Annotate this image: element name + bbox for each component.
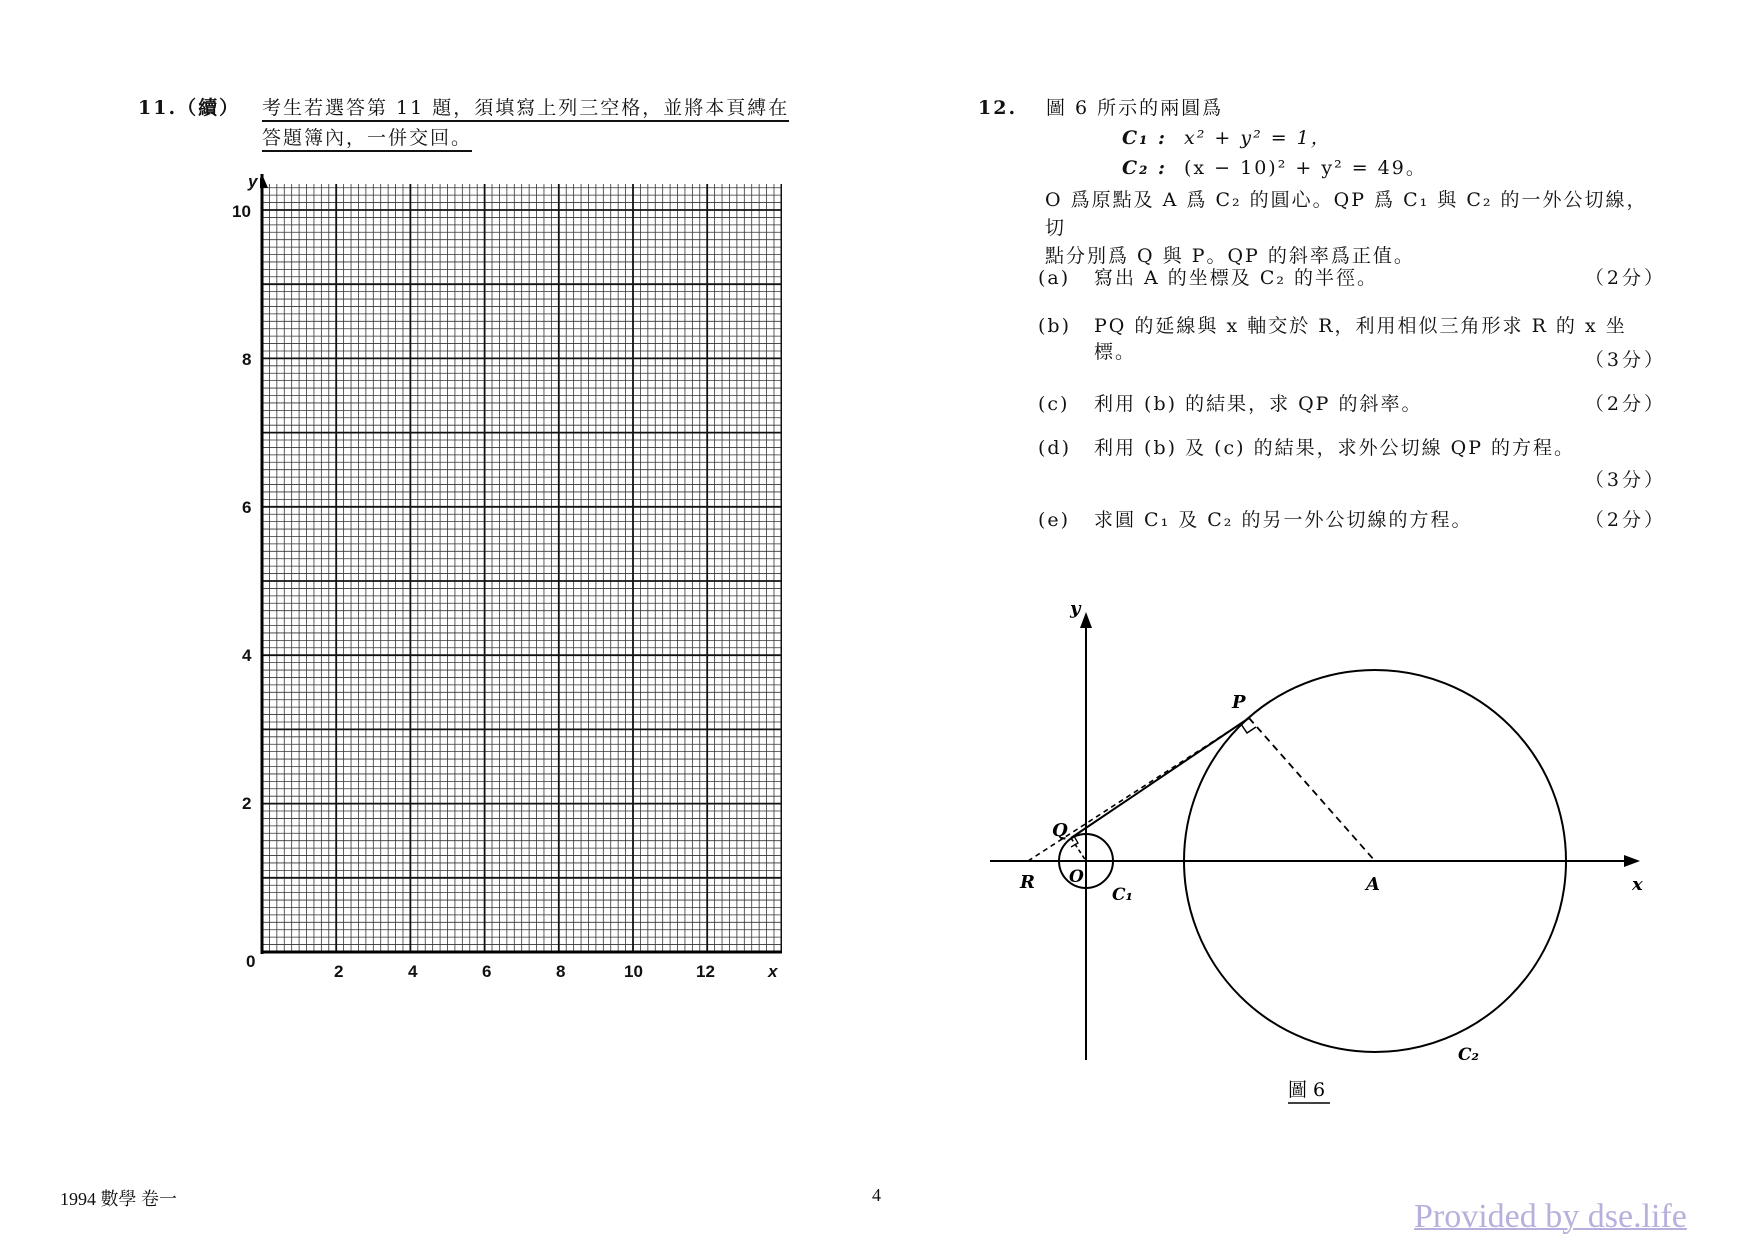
q12-part-a: (a) 寫出 A 的坐標及 C₂ 的半徑。 （2分） xyxy=(1038,267,1666,289)
grid-x-tick: 12 xyxy=(696,962,715,981)
q11-instruction-line1: 考生若選答第 11 題，須填寫上列三空格，並將本頁縛在 xyxy=(262,97,789,122)
grid-y-tick: 10 xyxy=(232,202,251,221)
point-r-label: R xyxy=(1020,872,1035,893)
q11-number: 11.（續） xyxy=(138,97,241,119)
circle-c2-label: C₂ xyxy=(1458,1045,1479,1065)
grid-x-tick: 10 xyxy=(624,962,643,981)
point-o-label: O xyxy=(1069,867,1084,887)
point-q-label: Q xyxy=(1052,820,1068,841)
grid-y-tick: 6 xyxy=(242,498,252,517)
q12-part-c: (c) 利用 (b) 的結果，求 QP 的斜率。 （2分） xyxy=(1038,393,1666,415)
grid-y-tick: 8 xyxy=(242,350,252,369)
q12-part-d: (d) 利用 (b) 及 (c) 的結果，求外公切線 QP 的方程。 （3分） xyxy=(1038,437,1666,491)
footer-page-number: 4 xyxy=(872,1185,881,1205)
right-angle-p xyxy=(1241,724,1256,733)
radius-oq xyxy=(1071,838,1086,861)
grid-y-tick: 2 xyxy=(242,794,252,813)
point-p-label: P xyxy=(1232,692,1246,713)
q12-intro: 圖 6 所示的兩圓爲 xyxy=(1046,97,1224,119)
figure-caption: 圖 6 xyxy=(1288,1079,1326,1101)
footer-watermark: Provided by dse.life xyxy=(1414,1198,1687,1235)
q12-part-e: (e) 求圓 C₁ 及 C₂ 的另一外公切線的方程。 （2分） xyxy=(1038,509,1666,531)
q12-part-b: (b) PQ 的延線與 x 軸交於 R，利用相似三角形求 R 的 x 坐 標。 （3分） xyxy=(1038,315,1666,371)
grid-x-label: x xyxy=(768,962,778,981)
footer-paper: 1994 數學 卷一 xyxy=(60,1189,177,1209)
q12-body xyxy=(1038,94,1666,564)
grid-x-tick: 2 xyxy=(334,962,344,981)
figure-x-arrow xyxy=(1624,855,1640,867)
grid-x-tick: 6 xyxy=(482,962,492,981)
grid-y-tick: 4 xyxy=(242,646,252,665)
grid-y-label: y xyxy=(248,172,258,191)
q11-instruction-line2: 答題簿內，一併交回。 xyxy=(262,127,472,152)
figure-x-label: x xyxy=(1632,874,1643,895)
radius-ap xyxy=(1249,718,1375,861)
grid-lines xyxy=(260,174,782,954)
grid-origin: 0 xyxy=(246,952,256,971)
q11-graph-paper xyxy=(220,170,800,990)
circle-c1-label: C₁ xyxy=(1112,885,1133,905)
point-a-label: A xyxy=(1366,874,1380,895)
figure-6 xyxy=(970,590,1650,1110)
q12-c2-equation: C₂ : (x − 10)² + y² = 49。 xyxy=(1122,157,1427,179)
q11-instruction xyxy=(262,94,842,152)
grid-x-tick: 4 xyxy=(408,962,418,981)
q12-c1-equation: C₁ : x² + y² = 1， xyxy=(1122,127,1332,149)
grid-x-tick: 8 xyxy=(556,962,566,981)
figure-y-label: y xyxy=(1070,598,1081,619)
q12-description: O 爲原點及 A 爲 C₂ 的圓心。QP 爲 C₁ 與 C₂ 的一外公切線，切 點分別爲 Q 與 P。QP 的斜率爲正值。 xyxy=(1045,189,1648,267)
tangent-qp xyxy=(1071,718,1249,838)
q12-number: 12. xyxy=(978,97,1018,119)
figure-y-arrow xyxy=(1080,612,1092,628)
